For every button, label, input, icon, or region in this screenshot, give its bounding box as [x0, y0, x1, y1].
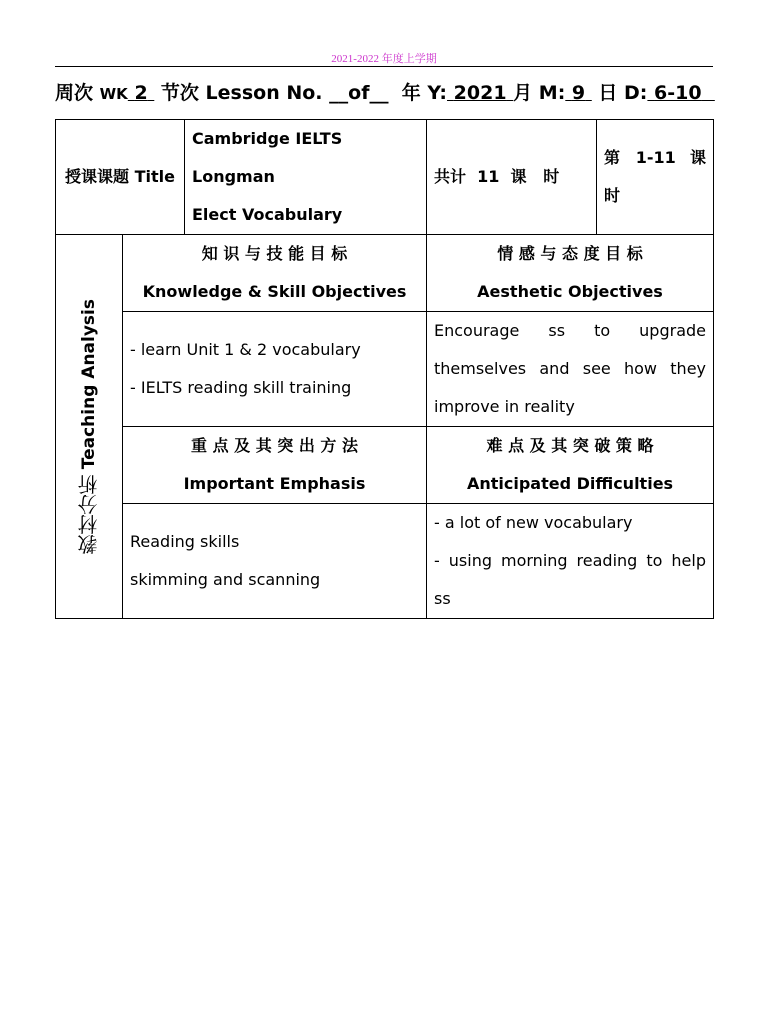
difficulty-header-en: Anticipated Difficulties — [466, 474, 674, 493]
day-value: 6-10 — [654, 82, 702, 104]
week-number: 2 — [134, 82, 148, 104]
lesson-range-line: 第 1-11 课 — [604, 148, 706, 167]
course-title-line: Cambridge IELTS — [192, 129, 343, 148]
emphasis-content — [123, 504, 427, 619]
title-row — [56, 120, 714, 235]
side-label-en: Teaching Analysis — [79, 298, 99, 469]
knowledge-header-cn: 知 识 与 技 能 目 标 — [201, 244, 348, 263]
emphasis-header-cn: 重 点 及 其 突 出 方 法 — [191, 436, 358, 455]
knowledge-item: - learn Unit 1 & 2 vocabulary — [130, 340, 361, 359]
objectives-header-row — [56, 235, 714, 312]
lesson-plan-table — [55, 119, 714, 619]
section-label: 节次 Lesson No. — [160, 82, 330, 104]
year-value: 2021 — [453, 82, 507, 104]
blank-before-of: __ — [329, 82, 349, 104]
knowledge-header — [123, 235, 427, 312]
difficulty-item: - using morning reading to help ss — [434, 551, 706, 608]
blank-after-of: __ — [369, 82, 389, 104]
emphasis-item: Reading skills — [130, 532, 240, 551]
header-divider — [55, 66, 713, 67]
year-label: 年 Y: — [401, 82, 448, 104]
aesthetic-header-cn: 情 感 与 态 度 目 标 — [497, 244, 643, 263]
emphasis-header-row — [56, 427, 714, 504]
lesson-range — [597, 120, 714, 235]
lesson-info-line — [55, 78, 715, 105]
emphasis-header — [123, 427, 427, 504]
title-label: 授课课题 Title — [56, 120, 185, 235]
aesthetic-header — [427, 235, 714, 312]
knowledge-content — [123, 312, 427, 427]
of-word: of — [348, 82, 370, 104]
lesson-range-line: 时 — [604, 186, 621, 205]
aesthetic-content: Encourage ss to upgrade themselves and see how they improve in reality — [427, 312, 714, 427]
total-lessons: 共计 11 课 时 — [427, 120, 597, 235]
wk-prefix: WK — [99, 85, 128, 103]
knowledge-header-en: Knowledge & Skill Objectives — [142, 282, 407, 301]
aesthetic-header-en: Aesthetic Objectives — [477, 282, 663, 301]
side-label-cn: 教材分析 — [77, 474, 101, 555]
difficulty-header-cn: 难 点 及 其 突 破 策 略 — [486, 436, 654, 455]
difficulty-content — [427, 504, 714, 619]
side-label-cell — [56, 235, 123, 619]
week-label: 周次 — [55, 82, 94, 104]
month-label: 月 M: — [513, 82, 566, 104]
course-title-line: Longman — [192, 167, 275, 186]
term-header: 2021-2022 年度上学期 — [331, 53, 437, 65]
emphasis-header-en: Important Emphasis — [183, 474, 366, 493]
day-label: 日 D: — [598, 82, 648, 104]
month-value: 9 — [571, 82, 586, 104]
side-label — [78, 299, 100, 555]
objectives-content-row — [56, 312, 714, 427]
course-title-line: Elect Vocabulary — [192, 205, 343, 224]
knowledge-item: - IELTS reading skill training — [130, 378, 352, 397]
emphasis-item: skimming and scanning — [130, 570, 321, 589]
difficulty-header — [427, 427, 714, 504]
course-title — [185, 120, 427, 235]
difficulty-item: - a lot of new vocabulary — [434, 513, 633, 532]
emphasis-content-row — [56, 504, 714, 619]
